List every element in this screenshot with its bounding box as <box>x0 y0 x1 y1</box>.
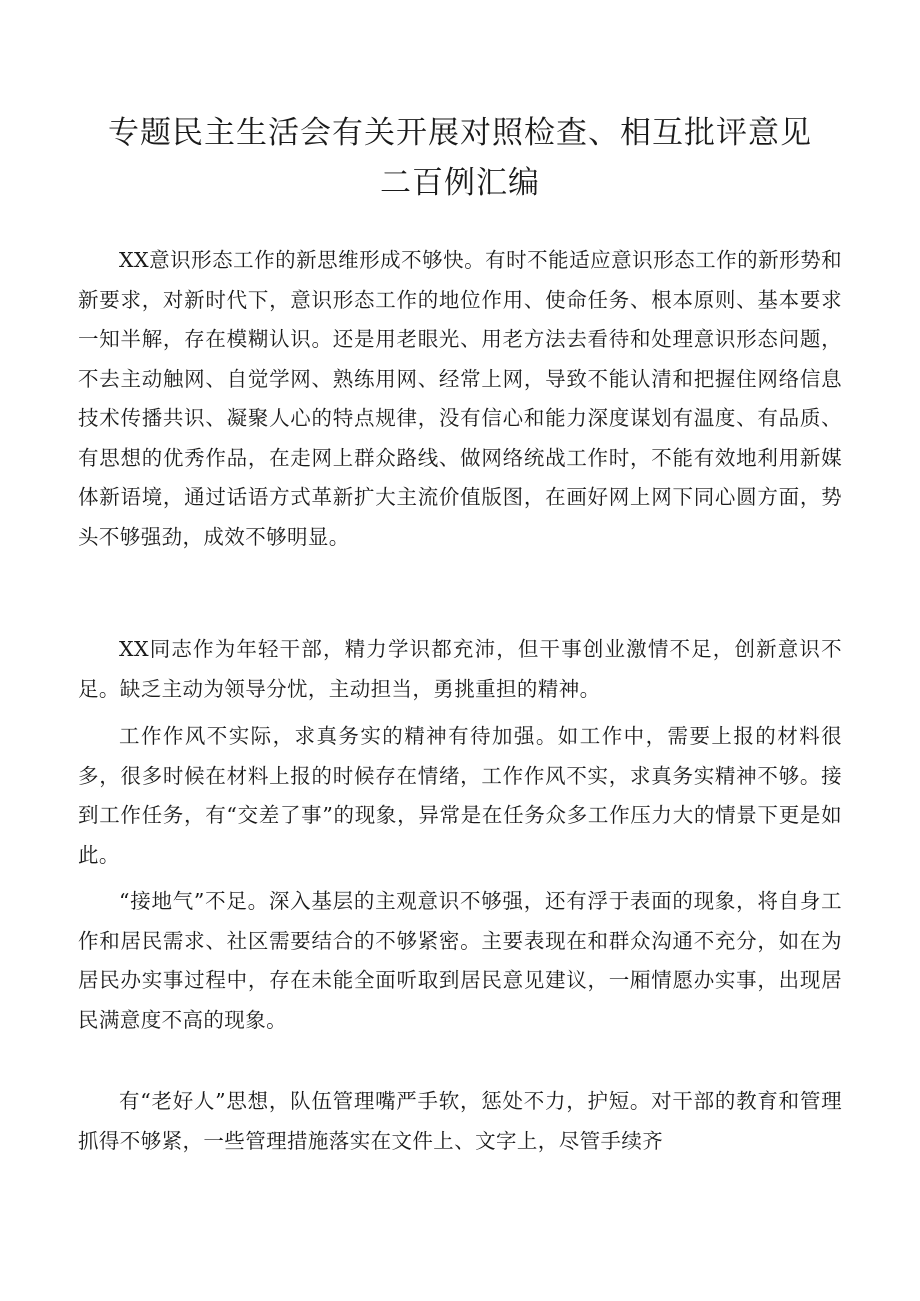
paragraph-2: XX同志作为年轻干部，精力学识都充沛，但干事创业激情不足，创新意识不足。缺乏主动为领导分忧，主动担当，勇挑重担的精神。 <box>78 637 842 701</box>
title-line-1: 专题民主生活会有关开展对照检查、相互批评意见 <box>108 115 812 151</box>
title-line-2: 二百例汇编 <box>380 165 540 201</box>
paragraph-1: XX意识形态工作的新思维形成不够快。有时不能适应意识形态工作的新形势和新要求，对新时代下，意识形态工作的地位作用、使命任务、根本原则、基本要求一知半解，存在模糊认识。还是用老眼光、用老方法去看待和处理意识形态问题，不去主动触网、自觉学网、熟练用网、经常上网，导致不能认清和把握住网络信息技术传播共识、凝聚人心的特点规律，没有信心和能力深度谋划有温度、有品质、有思想的优秀作品，在走网上群众路线、做网络统战工作时，不能有效地利用新媒体新语境，通过话语方式革新扩大主流价值版图，在画好网上网下同心圆方面，势头不够强劲，成效不够明显。 <box>78 248 842 549</box>
document-title <box>70 108 850 208</box>
paragraph-3: 工作作风不实际，求真务实的精神有待加强。如工作中，需要上报的材料很多，很多时候在材料上报的时候存在情绪，工作作风不实，求真务实精神不够。接到工作任务，有“交差了事”的现象，异常是在任务众多工作压力大的情景下更是如此。 <box>78 724 842 867</box>
paragraph-4: “接地气”不足。深入基层的主观意识不够强，还有浮于表面的现象，将自身工作和居民需求、社区需要结合的不够紧密。主要表现在和群众沟通不充分，如在为居民办实事过程中，存在未能全面听取到居民意见建议，一厢情愿办实事，出现居民满意度不高的现象。 <box>78 889 842 1032</box>
paragraph-5: 有“老好人”思想，队伍管理嘴严手软，惩处不力，护短。对干部的教育和管理抓得不够紧，一些管理措施落实在文件上、文字上，尽管手续齐 <box>78 1089 842 1153</box>
